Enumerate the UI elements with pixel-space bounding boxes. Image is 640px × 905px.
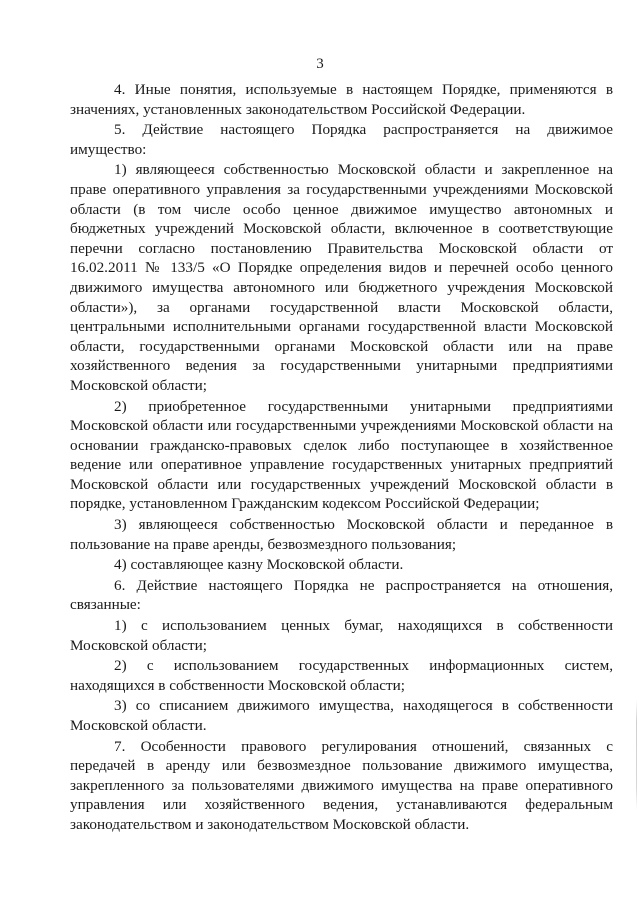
paragraph-item-5-3-lease: 3) являющееся собственностью Московской области и переданное в пользование на праве аренды, безвозмездного пользования;	[70, 516, 613, 553]
paragraph-item-5-2-acquired-property: 2) приобретенное государственными унитарными предприятиями Московской области или государственными учреждениями Московской области на основании гражданско-правовых сделок либо поступающее в хозяйственное ведение или оперативное управление государственных унитарных предприятий Московской области или государственных учреждений Московской области в порядке, установленном Гражданским кодексом Российской Федерации;	[70, 397, 613, 513]
page-number: 3	[316, 56, 324, 72]
paragraph-item-5-4-treasury: 4) составляющее казну Московской области.	[114, 556, 404, 574]
paragraph-item-4-other-terms: 4. Иные понятия, используемые в настоящем Порядке, применяются в значениях, установленных законодательством Российской Федерации.	[70, 81, 613, 118]
scan-edge-mark	[636, 700, 637, 810]
paragraph-item-7-special-regulation: 7. Особенности правового регулирования отношений, связанных с передачей в аренду или безвозмездное пользование движимого имущества, закрепленного за пользователями движимого имущества на праве оперативного управления или хозяйственного ведения, устанавливаются федеральным законодательством и законодательством Московской области.	[70, 737, 613, 833]
paragraph-item-6-3-write-off: 3) со списанием движимого имущества, находящегося в собственности Московской области.	[70, 697, 613, 734]
paragraph-item-6-2-information-systems: 2) с использованием государственных информационных систем, находящихся в собственности Московской области;	[70, 657, 613, 694]
paragraph-item-5-1-operational-management: 1) являющееся собственностью Московской области и закрепленное на праве оперативного управления за государственными учреждениями Московской области (в том числе особо ценное движимое имущество автономных и бюджетных учреждений Московской области, включенное в соответствующие перечни согласно постановлению Правительства Московской области от 16.02.2011 № 133/5 «О Порядке определения видов и перечней особо ценного движимого имущества автономного или бюджетного учреждения Московской области»), за органами государственной власти Московской области, центральными исполнительными органами государственной власти Московской области, государственными органами Московской области или на праве хозяйственного ведения за государственными унитарными предприятиями Московской области;	[70, 161, 613, 394]
paragraph-item-5-scope: 5. Действие настоящего Порядка распространяется на движимое имущество:	[70, 121, 613, 158]
paragraph-item-6-exclusions: 6. Действие настоящего Порядка не распространяется на отношения, связанные:	[70, 576, 613, 614]
paragraph-item-6-1-securities: 1) с использованием ценных бумаг, находящихся в собственности Московской области;	[70, 617, 613, 654]
document-body	[70, 80, 613, 835]
